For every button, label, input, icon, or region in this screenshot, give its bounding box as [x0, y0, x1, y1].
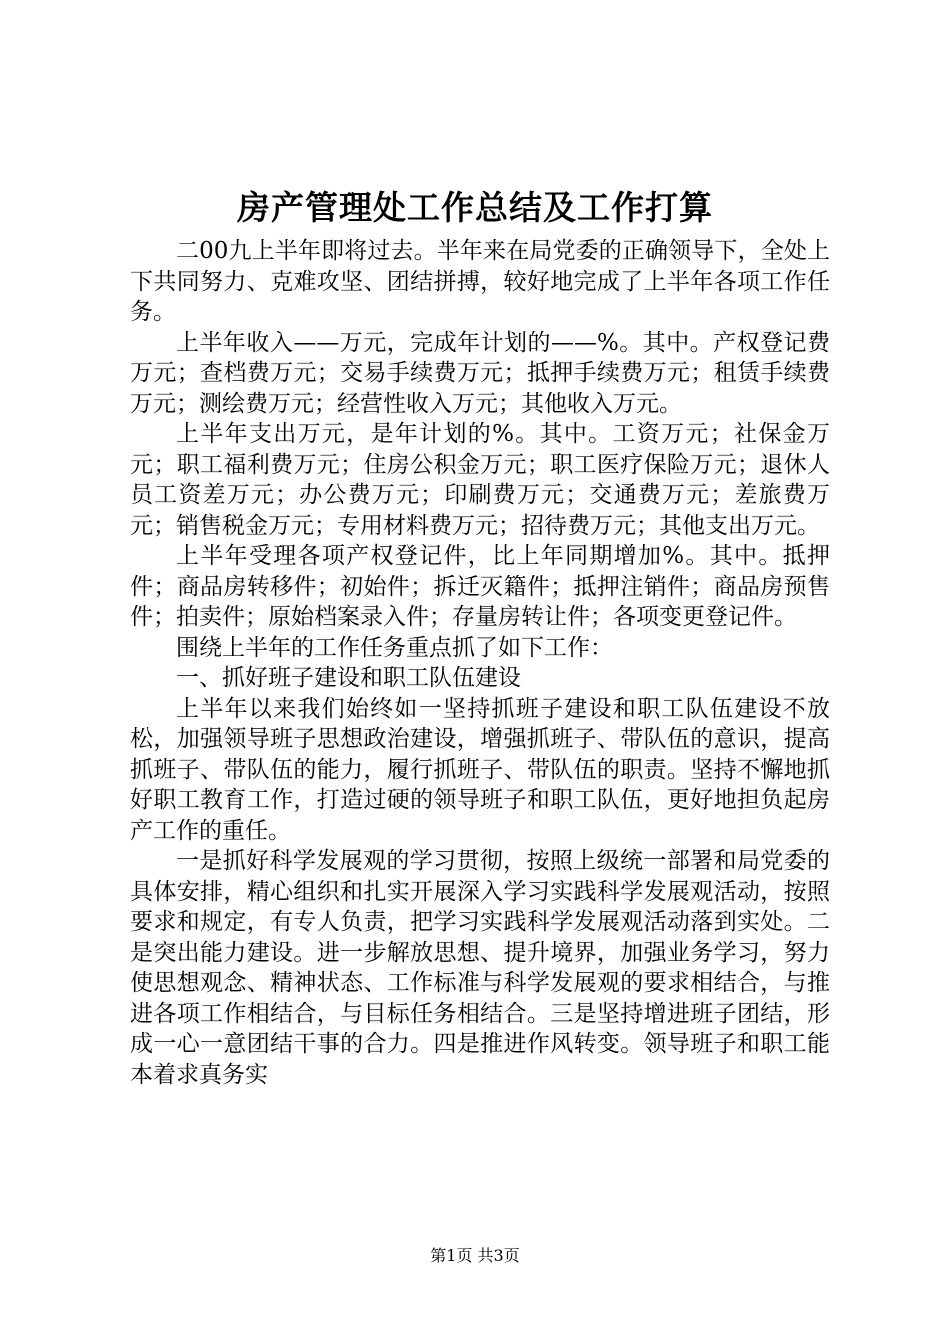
paragraph: 围绕上半年的工作任务重点抓了如下工作：: [176, 634, 613, 661]
paragraph: 上半年以来我们始终如一坚持抓班子建设和职工队伍建设不放松，加强领导班子思想政治建设，增强抓班子、带队伍的意识，提高抓班子、带队伍的能力，履行抓班子、带队伍的职责。坚持不懈地抓好职工教育工作，打造过硬的领导班子和职工队伍，更好地担负起房产工作的重任。: [130, 695, 830, 844]
document-body: [130, 236, 830, 1090]
paragraph: 二00九上半年即将过去。半年来在局党委的正确领导下，全处上下共同努力、克难攻坚、团结拼搏，较好地完成了上半年各项工作任务。: [130, 238, 830, 325]
paragraph: 上半年支出万元，是年计划的%。其中。工资万元；社保金万元；职工福利费万元；住房公积金万元；职工医疗保险万元；退休人员工资差万元；办公费万元；印刷费万元；交通费万元；差旅费万元；销售税金万元；专用材料费万元；招待费万元；其他支出万元。: [130, 421, 830, 539]
section-heading: 一、抓好班子建设和职工队伍建设: [176, 665, 521, 691]
paragraph: 上半年收入——万元，完成年计划的——%。其中。产权登记费万元；查档费万元；交易手续费万元；抵押手续费万元；租赁手续费万元；测绘费万元；经营性收入万元；其他收入万元。: [130, 329, 830, 417]
paragraph: 一是抓好科学发展观的学习贯彻，按照上级统一部署和局党委的具体安排，精心组织和扎实开展深入学习实践科学发展观活动，按照要求和规定，有专人负责，把学习实践科学发展观活动落到实处。二是突出能力建设。进一步解放思想、提升境界，加强业务学习，努力使思想观念、精神状态、工作标准与科学发展观的要求相结合，与推进各项工作相结合，与目标任务相结合。三是坚持增进班子团结，形成一心一意团结干事的合力。四是推进作风转变。领导班子和职工能本着求真务实: [130, 848, 830, 1088]
paragraph: 上半年受理各项产权登记件，比上年同期增加%。其中。抵押件；商品房转移件；初始件；拆迁灭籍件；抵押注销件；商品房预售件；拍卖件；原始档案录入件；存量房转让件；各项变更登记件。: [130, 543, 830, 630]
document-title: 房产管理处工作总结及工作打算: [237, 188, 713, 227]
page-footer: 第1页 共3页: [430, 1246, 520, 1265]
